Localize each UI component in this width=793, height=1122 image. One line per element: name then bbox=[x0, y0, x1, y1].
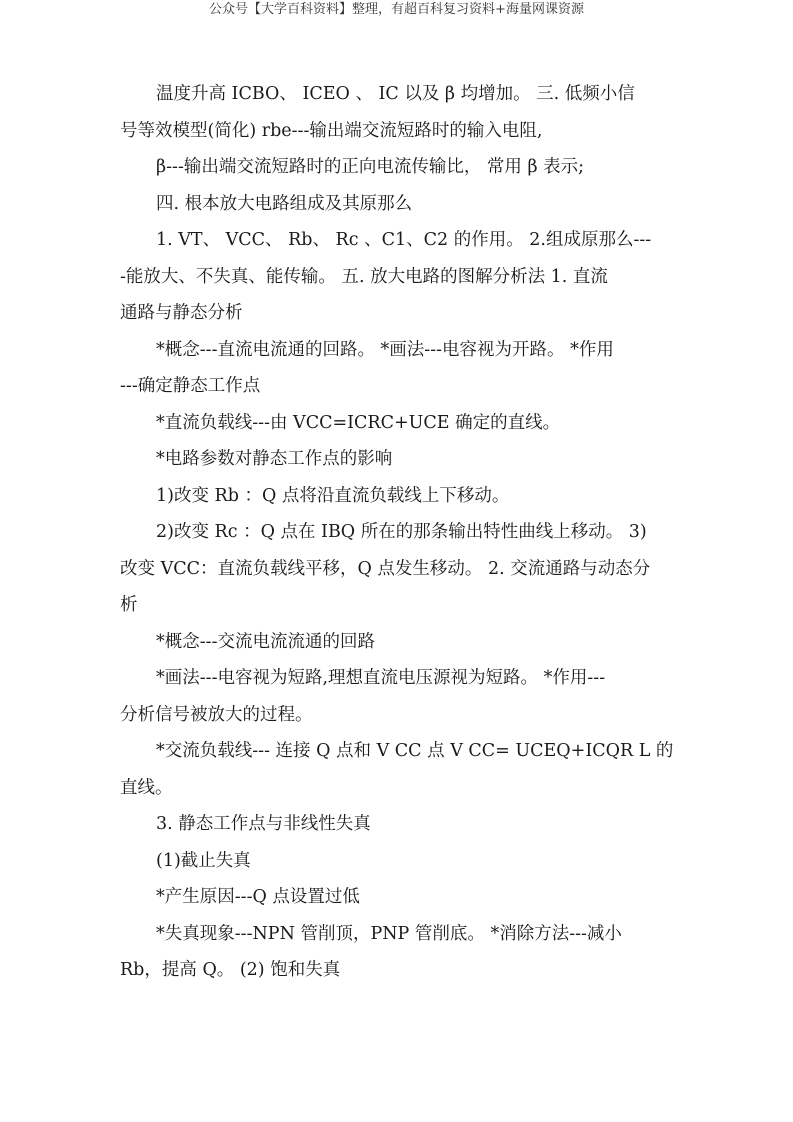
page-header: 公众号【大学百科资料】整理，有超百科复习资料+海量网课资源 bbox=[209, 2, 584, 17]
text-line: 1. VT、 VCC、 Rb、 Rc 、C1、C2 的作用。 2.组成原那么--- bbox=[156, 230, 652, 250]
text-line: 改变 VCC：直流负载线平移，Q 点发生移动。 2. 交流通路与动态分 bbox=[120, 558, 651, 579]
document-body bbox=[120, 76, 676, 989]
text-line: (1)截止失真 bbox=[156, 850, 251, 871]
text-line: -能放大、不失真、能传输。 五. 放大电路的图解分析法 1. 直流 bbox=[120, 266, 608, 287]
text-line: *直流负载线---由 VCC=ICRC+UCE 确定的直线。 bbox=[156, 412, 561, 433]
text-line: *概念---交流电流流通的回路 bbox=[156, 631, 375, 652]
text-line: 号等效模型(简化) rbe---输出端交流短路时的输入电阻, bbox=[120, 120, 543, 141]
text-line: 分析信号被放大的过程。 bbox=[120, 704, 313, 725]
text-line: *产生原因---Q 点设置过低 bbox=[156, 887, 360, 907]
text-line: *失真现象---NPN 管削顶，PNP 管削底。 *消除方法---减小 bbox=[156, 923, 622, 944]
text-line: 2)改变 Rc ：Q 点在 IBQ 所在的那条输出特性曲线上移动。 3) bbox=[156, 522, 647, 542]
text-line: 3. 静态工作点与非线性失真 bbox=[156, 814, 371, 834]
text-line: 直线。 bbox=[120, 777, 173, 798]
text-line: 四. 根本放大电路组成及其原那么 bbox=[156, 193, 413, 214]
text-line: *概念---直流电流通的回路。 *画法---电容视为开路。 *作用 bbox=[156, 339, 614, 360]
text-line: β---输出端交流短路时的正向电流传输比， 常用 β 表示; bbox=[156, 157, 585, 177]
text-line: ---确定静态工作点 bbox=[120, 376, 261, 396]
text-line: *交流负载线--- 连接 Q 点和 V CC 点 V CC= UCEQ+ICQR L 的 bbox=[156, 741, 674, 761]
text-line: 通路与静态分析 bbox=[120, 303, 243, 323]
text-line: 析 bbox=[120, 595, 138, 615]
text-line: 1)改变 Rb ：Q 点将沿直流负载线上下移动。 bbox=[156, 485, 510, 506]
text-line: *电路参数对静态工作点的影响 bbox=[156, 449, 393, 469]
text-line: *画法---电容视为短路,理想直流电压源视为短路。 *作用--- bbox=[156, 668, 606, 688]
text-line: 温度升高 ICBO、 ICEO 、 IC 以及 β 均增加。 三. 低频小信 bbox=[156, 84, 635, 104]
text-line: Rb，提高 Q。 (2) 饱和失真 bbox=[120, 960, 341, 980]
